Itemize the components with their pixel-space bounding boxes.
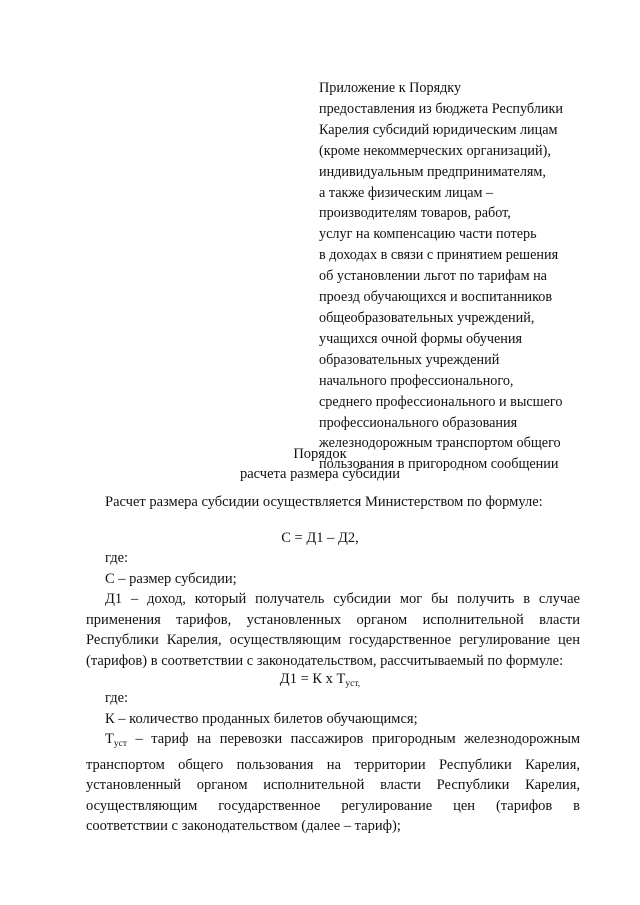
definition-k: К – количество проданных билетов обучающимся; <box>105 710 418 727</box>
appendix-line: учащихся очной формы обучения <box>319 330 523 347</box>
appendix-line: а также физическим лицам – <box>319 184 494 201</box>
definitions-block-1 <box>86 548 580 671</box>
intro-text: Расчет размера субсидии осуществляется Министерством по формуле: <box>105 494 543 510</box>
definition-t-line: установленный органом исполнительной власти Республики Карелия, <box>86 777 580 793</box>
appendix-line: железнодорожным транспортом общего <box>319 435 561 452</box>
appendix-line: проезд обучающихся и воспитанников <box>319 289 553 306</box>
appendix-header <box>319 78 619 475</box>
where-label: где: <box>105 690 129 706</box>
intro-paragraph <box>86 492 580 513</box>
appendix-line: об установлении льгот по тарифам на <box>319 268 547 285</box>
document-title: Порядок <box>293 446 347 462</box>
appendix-line: индивидуальным предпринимателям, <box>319 163 546 180</box>
appendix-line: Карелия субсидий юридическим лицам <box>319 121 558 138</box>
appendix-line: образовательных учреждений <box>319 351 500 368</box>
appendix-line: производителям товаров, работ, <box>319 205 511 222</box>
definition-t-line: осуществляющим государственное регулирование цен (тарифов в <box>86 797 580 814</box>
appendix-line: профессионального образования <box>319 414 518 431</box>
definition-d1-line: (тарифов) в соответствии с законодательством, рассчитываемый по формуле: <box>86 652 564 669</box>
definition-t-line: соответствии с законодательством (далее – тариф); <box>86 818 401 834</box>
definition-t-line: транспортом общего пользования на территории Республики Карелия, <box>86 756 580 773</box>
formula-income-subscript: уст, <box>345 679 361 689</box>
appendix-line: (кроме некоммерческих организаций), <box>319 142 551 159</box>
appendix-line: предоставления из бюджета Республики <box>319 100 563 117</box>
definition-d1-line: Д1 – доход, который получатель субсидии мог бы получить в случае <box>105 591 580 607</box>
formula-income-main: Д1 = К х Т <box>279 671 346 687</box>
tariff-symbol-subscript: уст <box>113 739 127 749</box>
tariff-definition-text: – тариф на перевозки пассажиров пригородным железнодорожным <box>126 731 580 747</box>
definition-d1-line: применения тарифов, установленных органом исполнительной власти <box>86 611 580 628</box>
where-label: где: <box>105 550 129 566</box>
definition-t-first-line <box>86 729 580 755</box>
appendix-line: начального профессионального, <box>319 372 514 389</box>
document-subtitle: расчета размера субсидии <box>239 466 401 482</box>
formula-subsidy: С = Д1 – Д2, <box>281 530 359 546</box>
appendix-line: в доходах в связи с принятием решения <box>319 247 559 264</box>
definition-c: С – размер субсидии; <box>105 570 237 587</box>
definitions-block-2 <box>86 688 580 837</box>
appendix-line: общеобразовательных учреждений, <box>319 309 535 326</box>
appendix-line: услуг на компенсацию части потерь <box>319 226 537 243</box>
appendix-line: пользования в пригородном сообщении <box>319 456 559 473</box>
tariff-symbol: Т <box>105 731 114 747</box>
appendix-line: среднего профессионального и высшего <box>319 393 563 410</box>
definition-d1-line: Республики Карелия, осуществляющим государственное регулирование цен <box>86 632 580 648</box>
appendix-line: Приложение к Порядку <box>319 80 462 96</box>
